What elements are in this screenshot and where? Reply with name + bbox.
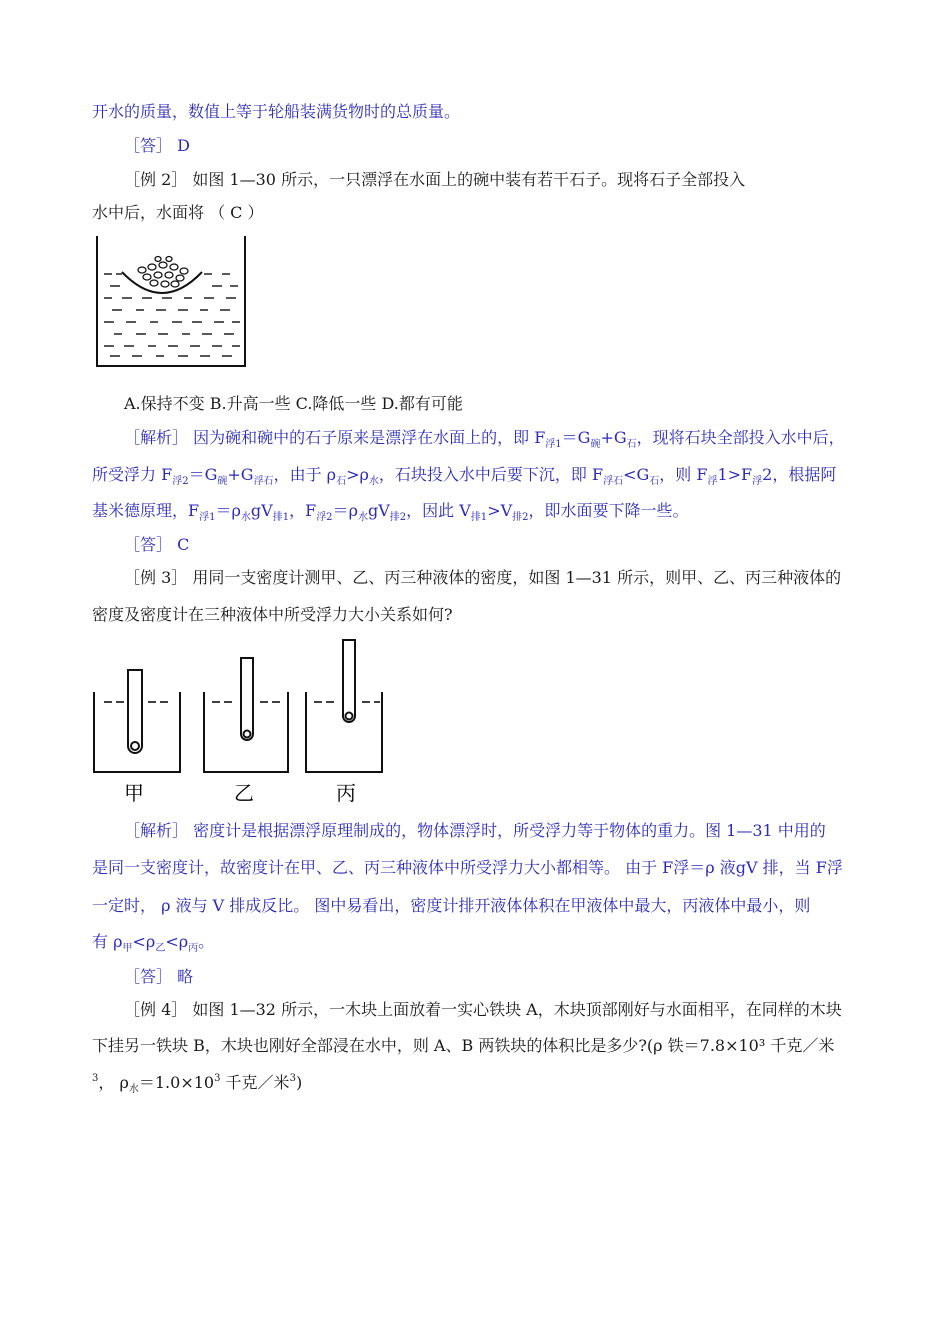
- ex3-analysis-line2: 是同一支密度计，故密度计在甲、乙、丙三种液体中所受浮力大小都相等。 由于 F浮＝ρ 液gV 排，当 F浮: [92, 858, 843, 877]
- ex4-question-line3: $^3$， $\rho_水=1.0\times 10^3$ 千克／米$^3$): [92, 1073, 303, 1095]
- ex2-analysis-line2: 所受浮力 $F_{浮2}=G_碗+G_{浮石}$，由于 $\rho_石>\rho_水$，石块投入水中后要下沉，即 $F_{浮石}<G_石$，则 $F_浮1>F_浮2$，根据阿: [92, 465, 837, 487]
- ex1-answer: ［答］ D: [124, 136, 190, 155]
- ex2-analysis-line1: ［解析］ 因为碗和碗中的石子原来是漂浮在水面上的，即 $F_{浮1}=G_碗+G_石$，现将石块全部投入水中后，: [124, 428, 845, 450]
- figure-1-31-hydrometers: [88, 636, 388, 811]
- figure-label-jia: 甲: [124, 781, 144, 805]
- figure-label-bing: 丙: [336, 781, 356, 805]
- ex2-answer: ［答］ C: [124, 535, 190, 554]
- ex3-question-line2: 密度及密度计在三种液体中所受浮力大小关系如何?: [92, 605, 453, 624]
- figure-label-yi: 乙: [234, 781, 254, 805]
- ex3-question-line1: ［例 3］ 用同一支密度计测甲、乙、丙三种液体的密度，如图 1—31 所示，则甲、乙、丙三种液体的: [124, 568, 842, 587]
- ex2-question-line1: ［例 2］ 如图 1—30 所示，一只漂浮在水面上的碗中装有若干石子。现将石子全部投入: [124, 170, 746, 189]
- ex4-question-line1: ［例 4］ 如图 1—32 所示，一木块上面放着一实心铁块 A，木块顶部刚好与水面相平，在同样的木块: [124, 1000, 842, 1019]
- ex2-analysis-line3: 基米德原理，$F_{浮1}=\rho_水gV_{排1}$，$F_{浮2}=\rho_水gV_{排2}$，因此 $V_{排1}>V_{排2}$，即水面要下降一些。: [92, 501, 689, 523]
- ex3-analysis-line4: 有 $\rho_甲<\rho_乙<\rho_丙$。: [92, 932, 215, 954]
- ex1-continuation: 开水的质量，数值上等于轮船装满货物时的总质量。: [92, 102, 461, 121]
- figure-1-30-bowl-in-water: [92, 234, 252, 369]
- analysis-label: ［解析］: [124, 428, 189, 447]
- ex2-question-line2: 水中后，水面将 （ C ）: [92, 203, 264, 222]
- ex3-answer: ［答］ 略: [124, 967, 194, 986]
- ex2-options: A.保持不变 B.升高一些 C.降低一些 D.都有可能: [124, 394, 463, 413]
- ex3-analysis-line1: ［解析］ 密度计是根据漂浮原理制成的，物体漂浮时，所受浮力等于物体的重力。图 1—31 中用的: [124, 821, 826, 840]
- ex4-question-line2: 下挂另一铁块 B，木块也刚好全部浸在水中，则 A、B 两铁块的体积比是多少?(ρ 铁＝7.8×10³ 千克／米: [92, 1036, 835, 1055]
- ex3-analysis-line3: 一定时， ρ 液与 V 排成反比。 图中易看出，密度计排开液体体积在甲液体中最大，丙液体中最小，则: [92, 896, 811, 915]
